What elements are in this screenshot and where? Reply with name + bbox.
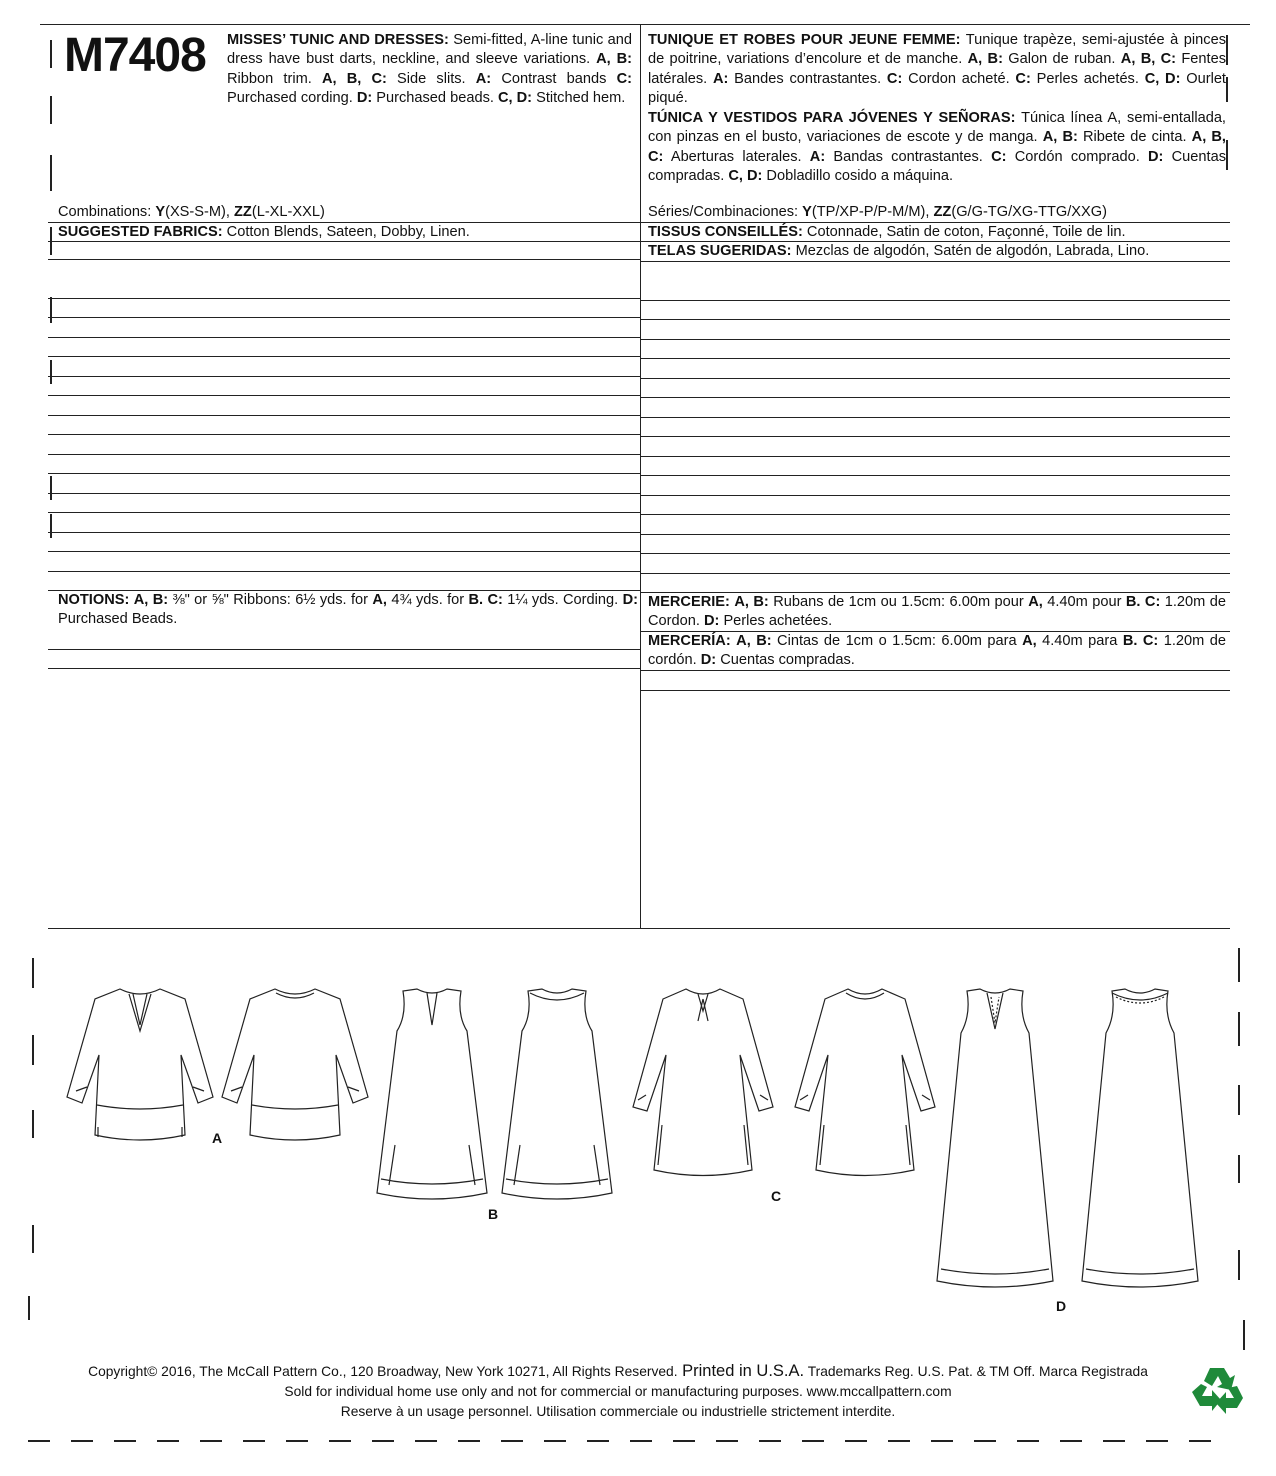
- english-description: MISSES’ TUNIC AND DRESSES: Semi-fitted, A-line tunic and dress have bust darts, neckline, and sleeve variations. A, B: Ribbon trim. A, B, C: Side slits. A: Contrast bands C: Purchased cording. D: Purchased beads. C, D: Stitched hem.: [227, 32, 632, 107]
- margin-tick: [1238, 1250, 1240, 1280]
- usage-line-en: Sold for individual home use only and not for commercial or manufacturing purposes. www.mccallpattern.com: [284, 1384, 952, 1399]
- fabrics-line: [648, 223, 1126, 241]
- text-run: 4¾ yds. for: [386, 592, 469, 609]
- rule: [48, 317, 640, 318]
- cut-dash: [243, 1440, 265, 1442]
- usage-line-fr: Reserve à un usage personnel. Utilisation commerciale ou industrielle strictement interdite.: [340, 1404, 896, 1419]
- pattern-number: M7408: [64, 29, 206, 82]
- text-run: Contrast bands: [491, 70, 617, 87]
- rule: [48, 376, 640, 377]
- text-run: Cotton Blends, Sateen, Dobby, Linen.: [222, 223, 470, 240]
- rule: [48, 356, 640, 357]
- cut-dash: [630, 1440, 652, 1442]
- text-run: Rubans de 1cm ou 1.5cm: 6.00m pour: [768, 594, 1029, 610]
- rule: [640, 514, 1230, 515]
- right-bottom-rule: [640, 928, 1230, 929]
- cut-dash: [372, 1440, 394, 1442]
- cut-dash: [845, 1440, 867, 1442]
- text-run: Bandes contrastantes.: [728, 70, 887, 87]
- margin-tick: [1226, 35, 1228, 65]
- view-c-back-illustration: [790, 985, 940, 1189]
- cut-dash: [1146, 1440, 1168, 1442]
- fabrics-line: [58, 223, 470, 241]
- text-run: A, B, C:: [648, 129, 1226, 165]
- text-run: C:: [1015, 70, 1031, 87]
- text-run: TISSUS CONSEILLÉS:: [648, 223, 803, 240]
- rule: [640, 670, 1230, 671]
- margin-tick: [50, 476, 52, 500]
- margin-tick: [1238, 1155, 1240, 1183]
- text-run: Ourlet piqué.: [648, 70, 1226, 107]
- notions-block: [58, 591, 638, 630]
- cut-dash: [114, 1440, 136, 1442]
- text-run: 4.40m para: [1036, 633, 1123, 649]
- rule: [640, 358, 1230, 359]
- french-description: [648, 31, 1226, 109]
- text-run: Séries/Combinaciones:: [648, 204, 803, 220]
- text-run: C, D:: [497, 90, 533, 107]
- text-run: ZZ: [933, 204, 952, 220]
- text-run: Cuentas compradas.: [648, 148, 1226, 185]
- margin-tick: [32, 1110, 34, 1138]
- cut-dash: [157, 1440, 179, 1442]
- margin-tick: [50, 297, 52, 323]
- margin-tick: [1238, 1085, 1240, 1115]
- margin-tick: [32, 1035, 34, 1065]
- rule: [640, 417, 1230, 418]
- text-run: Dobladillo cosido a máquina.: [762, 168, 954, 185]
- combinations-line: [58, 203, 325, 221]
- text-run: Perles achetés.: [1030, 70, 1145, 87]
- text-run: D:: [1148, 148, 1164, 165]
- cut-dash: [1103, 1440, 1125, 1442]
- telas-line: [648, 242, 1149, 260]
- text-run: Galon de ruban.: [1002, 51, 1121, 68]
- text-run: Aberturas laterales.: [663, 148, 810, 165]
- rule: [640, 573, 1230, 574]
- rule: [48, 395, 640, 396]
- text-run: A:: [713, 70, 729, 87]
- merceria-block: [648, 632, 1226, 671]
- rule: [48, 571, 640, 572]
- text-run: 1.20m de Cordon.: [648, 594, 1226, 630]
- text-run: D:: [356, 90, 373, 107]
- margin-tick: [1226, 77, 1228, 102]
- text-run: TELAS SUGERIDAS:: [648, 243, 792, 259]
- cut-dash: [587, 1440, 609, 1442]
- text-run: A, B:: [736, 633, 772, 649]
- text-run: Cordon acheté.: [902, 70, 1016, 87]
- rule: [48, 473, 640, 474]
- rule: [640, 690, 1230, 691]
- text-run: Cuentas compradas.: [716, 652, 855, 669]
- text-run: B. C:: [1125, 594, 1161, 610]
- combinations-line: [648, 203, 1107, 221]
- cut-dash: [329, 1440, 351, 1442]
- rule: [48, 532, 640, 533]
- margin-tick: [28, 1296, 30, 1320]
- view-a-back-illustration: [220, 985, 370, 1149]
- cut-dash: [1189, 1440, 1211, 1442]
- text-run: Side slits.: [386, 70, 476, 87]
- margin-tick: [1243, 1320, 1245, 1350]
- view-d-front-illustration: [935, 985, 1055, 1299]
- cut-dash: [1060, 1440, 1082, 1442]
- text-run: C, D:: [1144, 70, 1181, 87]
- text-run: Túnica línea A, semi-entallada, con pinzas en el busto, variaciones de escote y de manga.: [648, 110, 1226, 146]
- left-bottom-rule: [48, 928, 640, 929]
- text-run: 1¼ yds. Cording.: [502, 592, 623, 609]
- text-run: C, D:: [728, 168, 763, 185]
- text-run: 4.40m pour: [1042, 594, 1126, 610]
- rule: [640, 495, 1230, 496]
- margin-tick: [32, 958, 34, 988]
- margin-tick: [1238, 1012, 1240, 1046]
- text-run: Bandas contrastantes.: [825, 148, 992, 165]
- text-run: Combinations:: [58, 204, 156, 220]
- cut-dash: [673, 1440, 695, 1442]
- rule: [48, 493, 640, 494]
- text-run: Y: [802, 204, 812, 220]
- view-a-label: A: [212, 1130, 223, 1146]
- cut-dash: [1017, 1440, 1039, 1442]
- text-run: C:: [616, 70, 632, 87]
- rule: [48, 298, 640, 299]
- text-run: ⅜" or ⅝" Ribbons: 6½ yds. for: [168, 592, 373, 609]
- text-run: NOTIONS:: [58, 592, 130, 609]
- rule: [48, 434, 640, 435]
- rule: [640, 475, 1230, 476]
- text-run: A, B:: [1042, 129, 1078, 146]
- rule: [640, 378, 1230, 379]
- view-d-back-illustration: [1080, 985, 1200, 1299]
- text-run: (L-XL-XXL): [251, 204, 325, 220]
- cut-dash: [974, 1440, 996, 1442]
- cut-dash: [200, 1440, 222, 1442]
- margin-tick: [50, 360, 52, 384]
- rule: [640, 339, 1230, 340]
- text-run: A,: [1028, 594, 1043, 610]
- text-run: Y: [155, 204, 166, 220]
- rule: [640, 456, 1230, 457]
- view-c-front-illustration: [628, 985, 778, 1189]
- rule: [48, 241, 640, 242]
- rule: [48, 415, 640, 416]
- text-run: Perles achetées.: [719, 613, 833, 630]
- text-run: B. C:: [468, 592, 503, 609]
- text-run: C:: [886, 70, 903, 87]
- view-b-label: B: [488, 1206, 499, 1222]
- rule: [640, 261, 1230, 262]
- cut-dash: [759, 1440, 781, 1442]
- cut-dash: [286, 1440, 308, 1442]
- cut-dash: [501, 1440, 523, 1442]
- cut-dash: [802, 1440, 824, 1442]
- text-run: Ribete de cinta.: [1077, 129, 1192, 146]
- top-rule: [40, 24, 1250, 25]
- french-title: TUNIQUE ET ROBES POUR JEUNE FEMME:: [648, 32, 961, 48]
- cut-dash: [28, 1440, 50, 1442]
- view-a-front-illustration: [65, 985, 215, 1149]
- rule: [48, 551, 640, 552]
- mercerie-block: [648, 593, 1226, 632]
- cut-dash: [544, 1440, 566, 1442]
- view-d-label: D: [1056, 1298, 1067, 1314]
- view-c-label: C: [771, 1188, 782, 1204]
- rule: [48, 454, 640, 455]
- margin-tick: [1238, 948, 1240, 982]
- text-run: A:: [809, 148, 826, 165]
- text-run: B. C:: [1122, 633, 1159, 649]
- text-run: C:: [991, 148, 1007, 165]
- text-run: (TP/XP-P/P-M/M),: [811, 204, 934, 220]
- text-run: A, B, C:: [321, 70, 387, 87]
- recycle-icon: [1190, 1364, 1244, 1420]
- rule: [48, 337, 640, 338]
- text-run: Purchased Beads.: [58, 611, 178, 628]
- margin-tick: [50, 514, 52, 538]
- text-run: Fentes latérales.: [648, 51, 1226, 87]
- text-run: Purchased beads.: [372, 90, 498, 107]
- text-run: A, B:: [133, 592, 169, 609]
- rule: [640, 300, 1230, 301]
- text-run: A,: [1022, 633, 1037, 649]
- rule: [640, 319, 1230, 320]
- cut-dash: [716, 1440, 738, 1442]
- spanish-description: [648, 109, 1226, 187]
- text-run: ZZ: [234, 204, 252, 220]
- rule: [48, 668, 640, 669]
- margin-tick: [1226, 140, 1228, 170]
- text-run: Stitched hem.: [532, 90, 626, 107]
- margin-tick: [32, 1225, 34, 1253]
- text-run: Purchased cording.: [227, 90, 357, 107]
- text-run: SUGGESTED FABRICS:: [58, 223, 223, 240]
- view-b-front-illustration: [375, 985, 490, 1209]
- text-run: A:: [475, 70, 492, 87]
- text-run: MERCERIE:: [648, 594, 730, 610]
- text-run: D:: [703, 613, 720, 630]
- rule: [48, 259, 640, 260]
- rule: [640, 397, 1230, 398]
- rule: [640, 534, 1230, 535]
- cut-dash: [415, 1440, 437, 1442]
- margin-tick: [50, 155, 52, 191]
- cut-dash: [931, 1440, 953, 1442]
- text-run: (XS-S-M),: [165, 204, 234, 220]
- rule: [48, 512, 640, 513]
- english-title: MISSES’ TUNIC AND DRESSES:: [227, 32, 449, 48]
- text-run: A, B:: [967, 51, 1003, 68]
- text-run: Cintas de 1cm o 1.5cm: 6.00m para: [771, 633, 1023, 649]
- rule: [640, 553, 1230, 554]
- view-b-back-illustration: [500, 985, 615, 1209]
- text-run: Mezclas de algodón, Satén de algodón, Labrada, Lino.: [791, 243, 1150, 259]
- text-run: Cotonnade, Satin de coton, Façonné, Toile de lin.: [802, 223, 1126, 240]
- text-run: A, B, C:: [1120, 51, 1177, 68]
- text-run: A, B:: [734, 594, 769, 610]
- text-run: D:: [700, 652, 717, 669]
- text-run: Tunique trapèze, semi-ajustée à pinces de poitrine, variations d’encolure et de manche.: [648, 32, 1226, 68]
- text-run: MERCERÍA:: [648, 633, 731, 649]
- margin-tick: [50, 40, 52, 68]
- text-run: A,: [372, 592, 387, 609]
- column-divider: [640, 24, 641, 929]
- rule: [640, 436, 1230, 437]
- text-run: D:: [622, 592, 638, 609]
- copyright-line: Copyright© 2016, The McCall Pattern Co., 120 Broadway, New York 10271, All Rights Reserved. Printed in U.S.A. Trademarks Reg. U.S. Pat. & TM Off. Marca Registrada: [88, 1362, 1148, 1380]
- text-run: Cordón comprado.: [1006, 148, 1148, 165]
- text-run: (G/G-TG/XG-TTG/XXG): [951, 204, 1107, 220]
- text-run: 1.20m de cordón.: [648, 633, 1226, 669]
- rule: [48, 649, 640, 650]
- text-run: Ribbon trim.: [227, 70, 322, 87]
- margin-tick: [50, 96, 52, 124]
- spanish-title: TÚNICA Y VESTIDOS PARA JÓVENES Y SEÑORAS:: [648, 110, 1016, 126]
- text-run: A, B:: [596, 51, 632, 68]
- cut-dash: [71, 1440, 93, 1442]
- cut-dash: [888, 1440, 910, 1442]
- cut-dash: [458, 1440, 480, 1442]
